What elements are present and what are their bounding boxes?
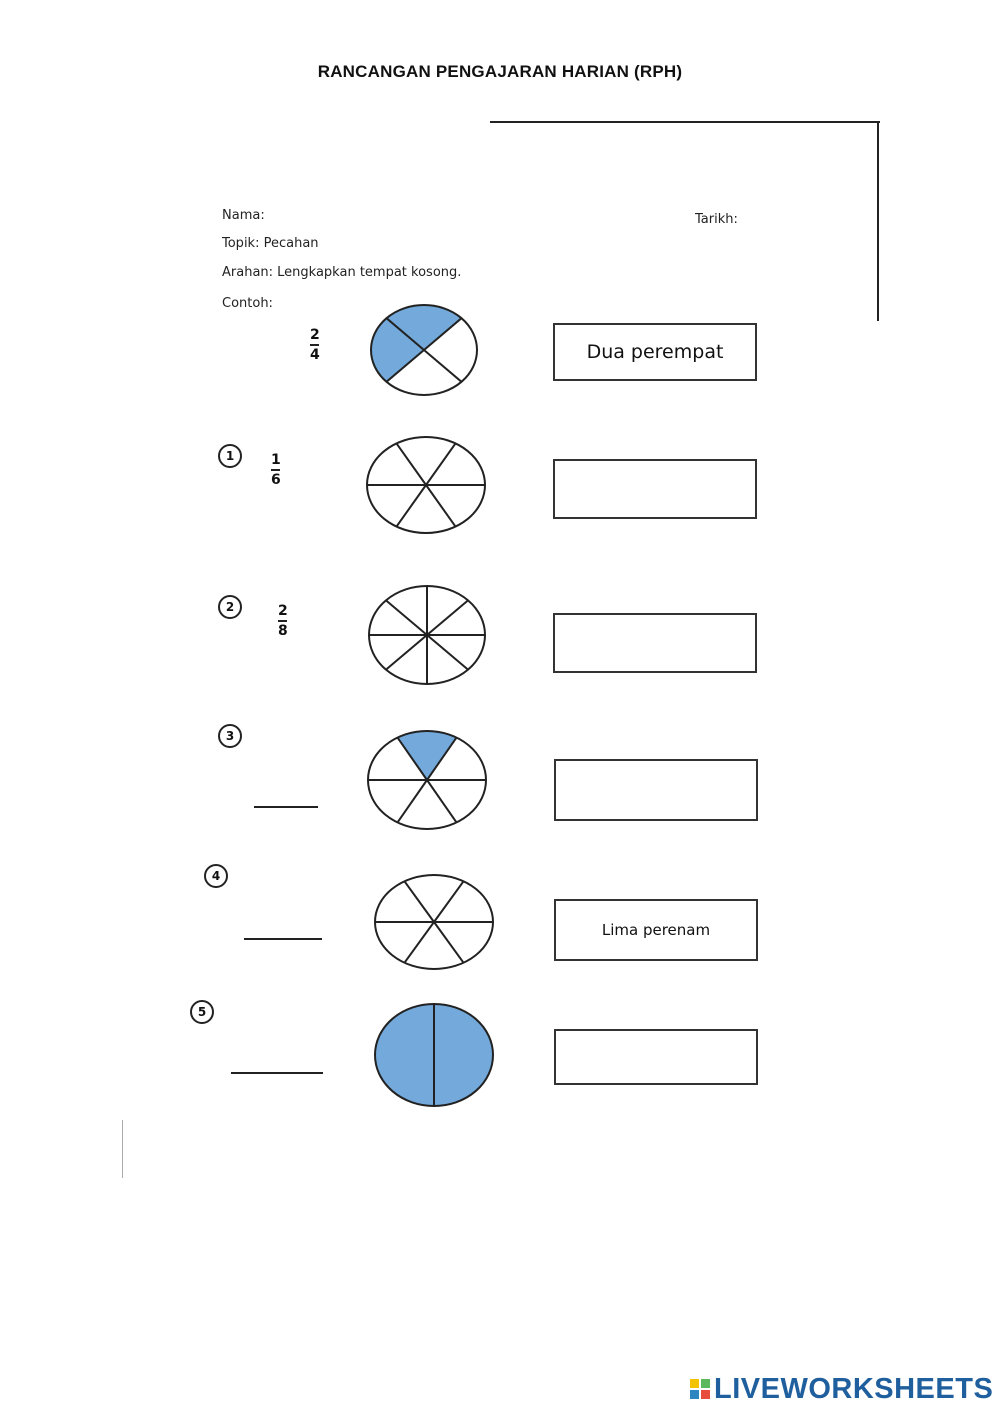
scan-edge [877, 121, 879, 321]
example-answer-box [553, 323, 757, 381]
question-fraction [271, 452, 281, 488]
fraction-bar [278, 620, 287, 622]
scan-edge [122, 1120, 123, 1178]
division-line [405, 881, 435, 922]
liveworksheets-logo [690, 1372, 993, 1406]
shaded-sector [434, 1004, 493, 1106]
division-line [386, 600, 427, 635]
fraction-blank-line[interactable] [244, 938, 322, 940]
fraction-blank-line[interactable] [231, 1072, 323, 1074]
tarikh-label: Tarikh: [695, 212, 738, 227]
division-line [434, 922, 464, 963]
question-number-text: 4 [211, 869, 221, 883]
question-fraction-circle [366, 729, 488, 831]
division-line [427, 635, 468, 670]
contoh-label: Contoh: [222, 296, 273, 311]
nama-label: Nama: [222, 208, 265, 223]
division-line [434, 881, 464, 922]
example-answer-text: Dua perempat [586, 341, 724, 363]
example-fraction-circle [369, 303, 479, 397]
liveworksheets-icon [690, 1379, 710, 1399]
division-line [427, 780, 457, 822]
division-line [397, 443, 427, 485]
division-line [426, 485, 456, 527]
division-line [398, 780, 428, 822]
division-line [405, 922, 435, 963]
question-answer-box[interactable] [553, 459, 757, 519]
fraction-numerator: 2 [278, 603, 288, 619]
fraction-numerator: 2 [310, 327, 320, 343]
fraction-denominator: 6 [271, 472, 281, 488]
question-fraction-circle [365, 435, 487, 535]
division-line [397, 485, 427, 527]
division-line [426, 443, 456, 485]
fraction-bar [310, 344, 319, 346]
fraction-bar [271, 469, 280, 471]
question-answer-box[interactable] [554, 1029, 758, 1085]
question-number-text: 3 [225, 729, 235, 743]
shaded-sector [398, 731, 457, 780]
question-number-text: 1 [225, 449, 235, 463]
question-number [218, 595, 242, 619]
arahan-label: Arahan: Lengkapkan tempat kosong. [222, 265, 462, 280]
fraction-numerator: 1 [271, 452, 281, 468]
question-answer-box[interactable] [554, 899, 758, 961]
fraction-blank-line[interactable] [254, 806, 318, 808]
question-answer-box[interactable] [554, 759, 758, 821]
scan-edge [490, 121, 880, 123]
question-answer-box[interactable] [553, 613, 757, 673]
division-line [427, 600, 468, 635]
question-answer-text: Lima perenam [601, 921, 711, 939]
example-fraction [310, 327, 320, 363]
question-fraction-circle [373, 1002, 495, 1108]
question-fraction-circle [367, 584, 487, 686]
question-number [190, 1000, 214, 1024]
fraction-denominator: 4 [310, 347, 320, 363]
division-line [386, 635, 427, 670]
question-fraction [278, 603, 288, 639]
question-number-text: 2 [225, 600, 235, 614]
fraction-denominator: 8 [278, 623, 288, 639]
brand-name: LIVEWORKSHEETS [714, 1372, 994, 1405]
question-number [204, 864, 228, 888]
topik-label: Topik: Pecahan [222, 236, 319, 251]
shaded-sector [375, 1004, 434, 1106]
page-title: RANCANGAN PENGAJARAN HARIAN (RPH) [317, 62, 683, 81]
question-fraction-circle [373, 873, 495, 971]
question-number [218, 724, 242, 748]
question-number-text: 5 [197, 1005, 207, 1019]
division-line [424, 350, 461, 382]
question-number [218, 444, 242, 468]
